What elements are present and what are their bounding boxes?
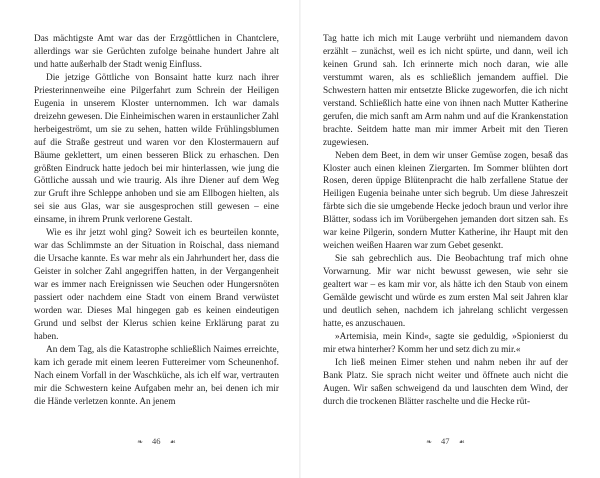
- right-paragraph-2: Neben dem Beet, in dem wir unser Gemüse zogen, besaß das Kloster auch einen kleinen Ziergarten. Im Sommer blühten dort Rosen, deren üppige Blütenpracht die halb zerfallene Statue der Heiligen Eugenia beinahe unter sich begrub. Um diese Jahreszeit färbte sich die sie umgebende Hecke jedoch braun und verlor ihre Blätter, sodass ich im Vorübergehen jemanden dort sitzen sah. Es war keine Pilgerin, sondern Mutter Katherine, ihr Haupt mit den weichen weißen Haaren war zum Gebet gesenkt.: [323, 150, 568, 252]
- left-paragraph-2: Die jetzige Göttliche von Bonsaint hatte kurz nach ihrer Priesterinnenweihe eine Pilgerfahrt zum Schrein der Heiligen Eugenia in unserem Kloster unternommen. Ich war damals dreizehn gewesen. Die Einheimischen waren in erstaunlicher Zahl herbeigeströmt, um sie zu sehen, hatten wilde Frühlingsblumen auf die Straße gestreut und waren vor den Klostermauern auf Bäume geklettert, um einen besseren Blick zu erhaschen. Den größten Eindruck hatte jedoch bei mir hinterlassen, wie jung die Göttliche aussah und wie traurig. Als ihre Diener auf dem Weg zur Gruft ihre Schleppe anhoben und sie am Ellbogen hielten, als sei sie aus Glas, war sie ausgesprochen still gewesen – eine einsame, in ihrem Prunk verlorene Gestalt.: [34, 72, 279, 226]
- right-paragraph-3: Sie sah gebrechlich aus. Die Beobachtung traf mich ohne Vorwarnung. Mir war nicht bewusst gewesen, wie sehr sie gealtert war – es kam mir vor, als hätte ich den Staub von einem Gemälde gewischt und würde es zum ersten Mal seit Jahren klar und deutlich sehen, nachdem ich jahrelang schlicht vergessen hatte, es anzuschauen.: [323, 254, 568, 329]
- left-page-number: [34, 436, 279, 447]
- left-paragraph-4: An dem Tag, als die Katastrophe schließlich Naimes erreichte, kam ich gerade mit einem leeren Futtereimer vom Scheunenhof. Nach einem Vorfall in der Waschküche, als ich elf war, vertrauten mir die Schwestern keine Aufgaben mehr an, bei denen ich mir die Hände verletzen konnte. An jenem: [34, 344, 279, 407]
- right-paragraph-1: Tag hatte ich mich mit Lauge verbrüht und niemandem davon erzählt – zunächst, weil es ich nicht spürte, und dann, weil ich keinen Grund sah. Ich erinnerte mich noch daran, wie alle verstummt waren, als es schließlich jemandem auffiel. Die Schwestern hatten mir entsetzte Blicke zugeworfen, die ich nicht verstand. Schließlich hatte eine von ihnen nach Mutter Katherine gerufen, die mich sanft am Arm nahm und auf die Krankenstation brachte. Seitdem hatte man mir immer Arbeit mit den Tieren zugewiesen.: [323, 34, 568, 148]
- fleuron-left-icon: ❧: [426, 438, 433, 446]
- left-paragraph-1: Das mächtigste Amt war das der Erzgöttlichen in Chantclere, allerdings war sie Gerüchten zufolge beinahe hundert Jahre alt und hatte außerhalb der Stadt wenig Einfluss.: [34, 34, 279, 70]
- page-gutter: [299, 0, 301, 478]
- fleuron-left-icon: ❧: [137, 438, 144, 446]
- left-page: [34, 33, 279, 409]
- left-paragraph-3: Wie es ihr jetzt wohl ging? Soweit ich es beurteilen konnte, war das Schlimmste an der Situation in Roischal, dass niemand die Ursache kannte. Es war mehr als ein Jahrhundert her, dass die Geister in solcher Zahl angegriffen hatten, in der Vergangenheit war es immer nach Ereignissen wie Seuchen oder Hungersnöten passiert oder nachdem eine Stadt von einem Brand verwüstet worden war. Dieses Mal hingegen gab es keinen eindeutigen Grund und selbst der Klerus schien keine Erklärung parat zu haben.: [34, 228, 279, 342]
- right-page-number: [323, 436, 568, 447]
- left-folio-number: 46: [152, 436, 161, 446]
- fleuron-right-icon: ☙: [458, 438, 465, 446]
- right-page: [323, 33, 568, 409]
- right-paragraph-5: Ich ließ meinen Eimer stehen und nahm neben ihr auf der Bank Platz. Sie sprach nicht weiter und öffnete auch nicht die Augen. Wir saßen schweigend da und lauschten dem Wind, der durch die trockenen Blätter raschelte und die Hecke rüt-: [323, 357, 568, 407]
- right-folio-number: 47: [441, 436, 450, 446]
- fleuron-right-icon: ☙: [169, 438, 176, 446]
- right-paragraph-4: »Artemisia, mein Kind«, sagte sie geduldig, »Spionierst du mir etwa hinterher? Komm her und setz dich zu mir.«: [323, 331, 568, 355]
